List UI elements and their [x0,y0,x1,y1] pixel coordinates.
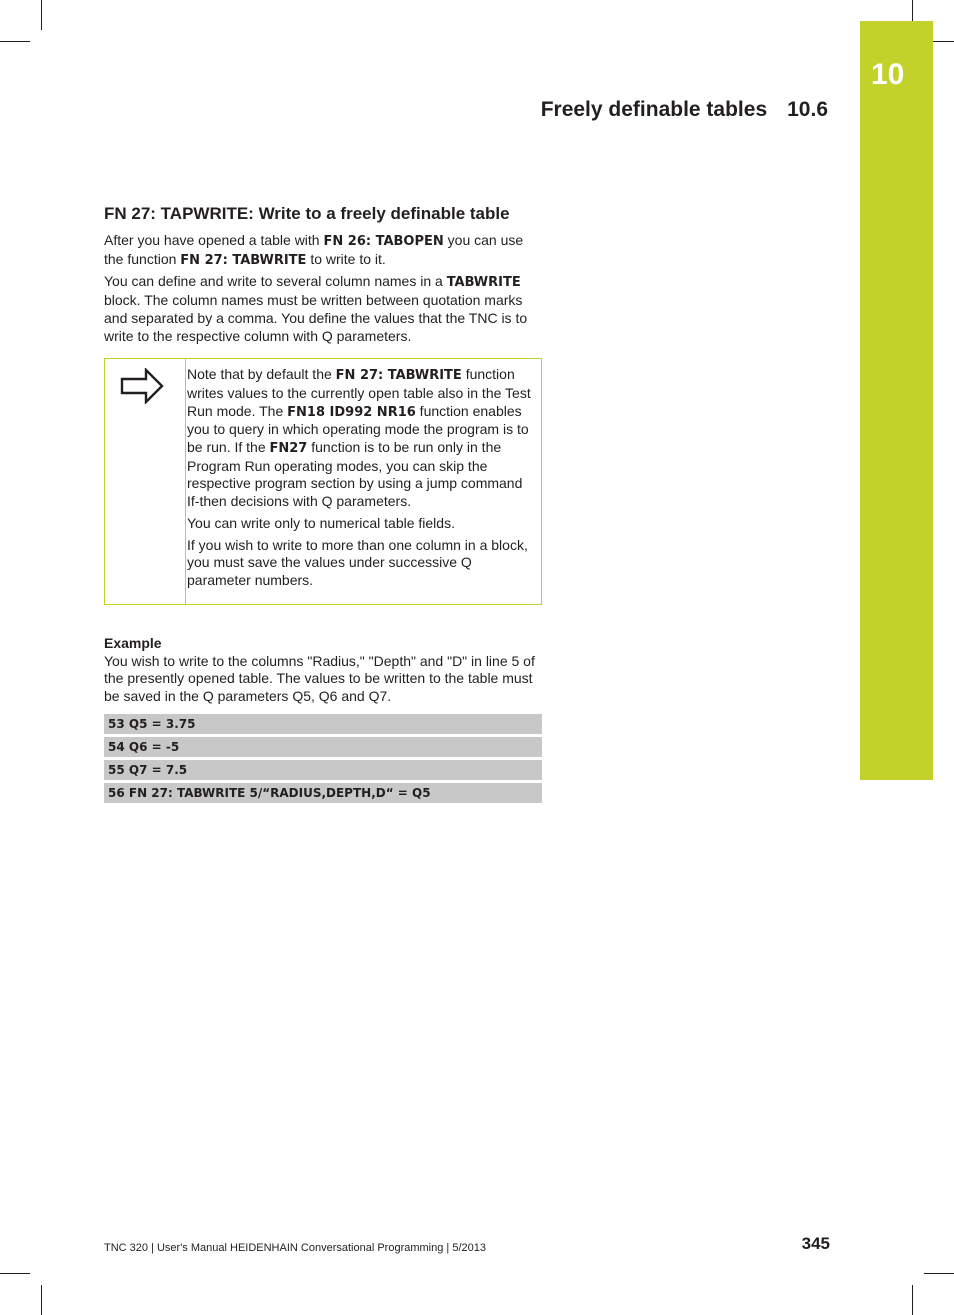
text: function enables you to query in which operating mode the program is to be run. If the [187,402,529,456]
running-head [541,98,828,122]
code-line: 56 FN 27: TABWRITE 5/“RADIUS,DEPTH,D“ = Q5 [104,783,542,803]
code-line: 55 Q7 = 7.5 [104,760,542,780]
crop-mark [41,0,42,30]
page-number: 345 [801,1234,830,1253]
code-block [104,714,542,803]
footer-text: TNC 320 | User's Manual HEIDENHAIN Conversational Programming | 5/2013 [104,1242,486,1254]
keyword: FN27 [269,441,308,457]
chapter-number: 10 [871,58,905,91]
running-head-title: Freely definable tables [540,98,768,121]
note-paragraph-2: You can write only to numerical table fields. [187,514,455,531]
note-paragraph-3: If you wish to write to more than one column in a block, you must save the values under successive Q parameter numbers. [187,536,528,588]
example-text: You wish to write to the columns "Radius," "Depth" and "D" in line 5 of the presently opened table. The values to be written to the table must be saved in the Q parameters Q5, Q6 and Q7. [104,652,535,705]
text: After you have opened a table with [104,232,324,248]
section-heading: FN 27: TAPWRITE: Write to a freely definable table [104,204,510,223]
note-paragraph-1 [187,366,533,511]
code-line: 54 Q6 = -5 [104,737,542,757]
crop-mark [924,1273,954,1274]
intro-paragraph-1 [104,232,544,269]
code-line: 53 Q5 = 3.75 [104,714,542,734]
running-head-section: 10.6 [787,98,828,121]
intro-paragraph-2 [104,273,544,345]
text: you can use the function [104,232,524,267]
text: Note that by default the [187,366,336,383]
keyword: FN18 ID992 NR16 [287,404,416,420]
text: You can define and write to several column names in a [104,273,447,290]
keyword: TABWRITE [446,275,521,291]
text: block. The column names must be written between quotation marks and separated by a comma. You define the values that the TNC is to write to the respective column with Q parameters. [104,292,528,344]
keyword: FN 27: TABWRITE [180,252,307,268]
crop-mark [0,41,30,42]
arrow-right-icon [120,368,164,404]
example-heading: Example [104,634,162,651]
chapter-tab [860,21,933,780]
note-divider [185,359,186,603]
crop-mark [912,1285,913,1315]
text: function writes values to the currently open table also in the Test Run mode. The [187,366,531,419]
keyword: FN 26: TABOPEN [323,234,444,249]
keyword: FN 27: TABWRITE [335,368,462,384]
text: to write to it. [306,250,386,267]
note-box [104,358,542,604]
text: function is to be run only in the Program Run operating modes, you can skip the respective program section by using a jump command If-then decisions with Q parameters. [187,439,523,510]
main-content [104,204,544,806]
crop-mark [0,1273,30,1274]
crop-mark [41,1285,42,1315]
